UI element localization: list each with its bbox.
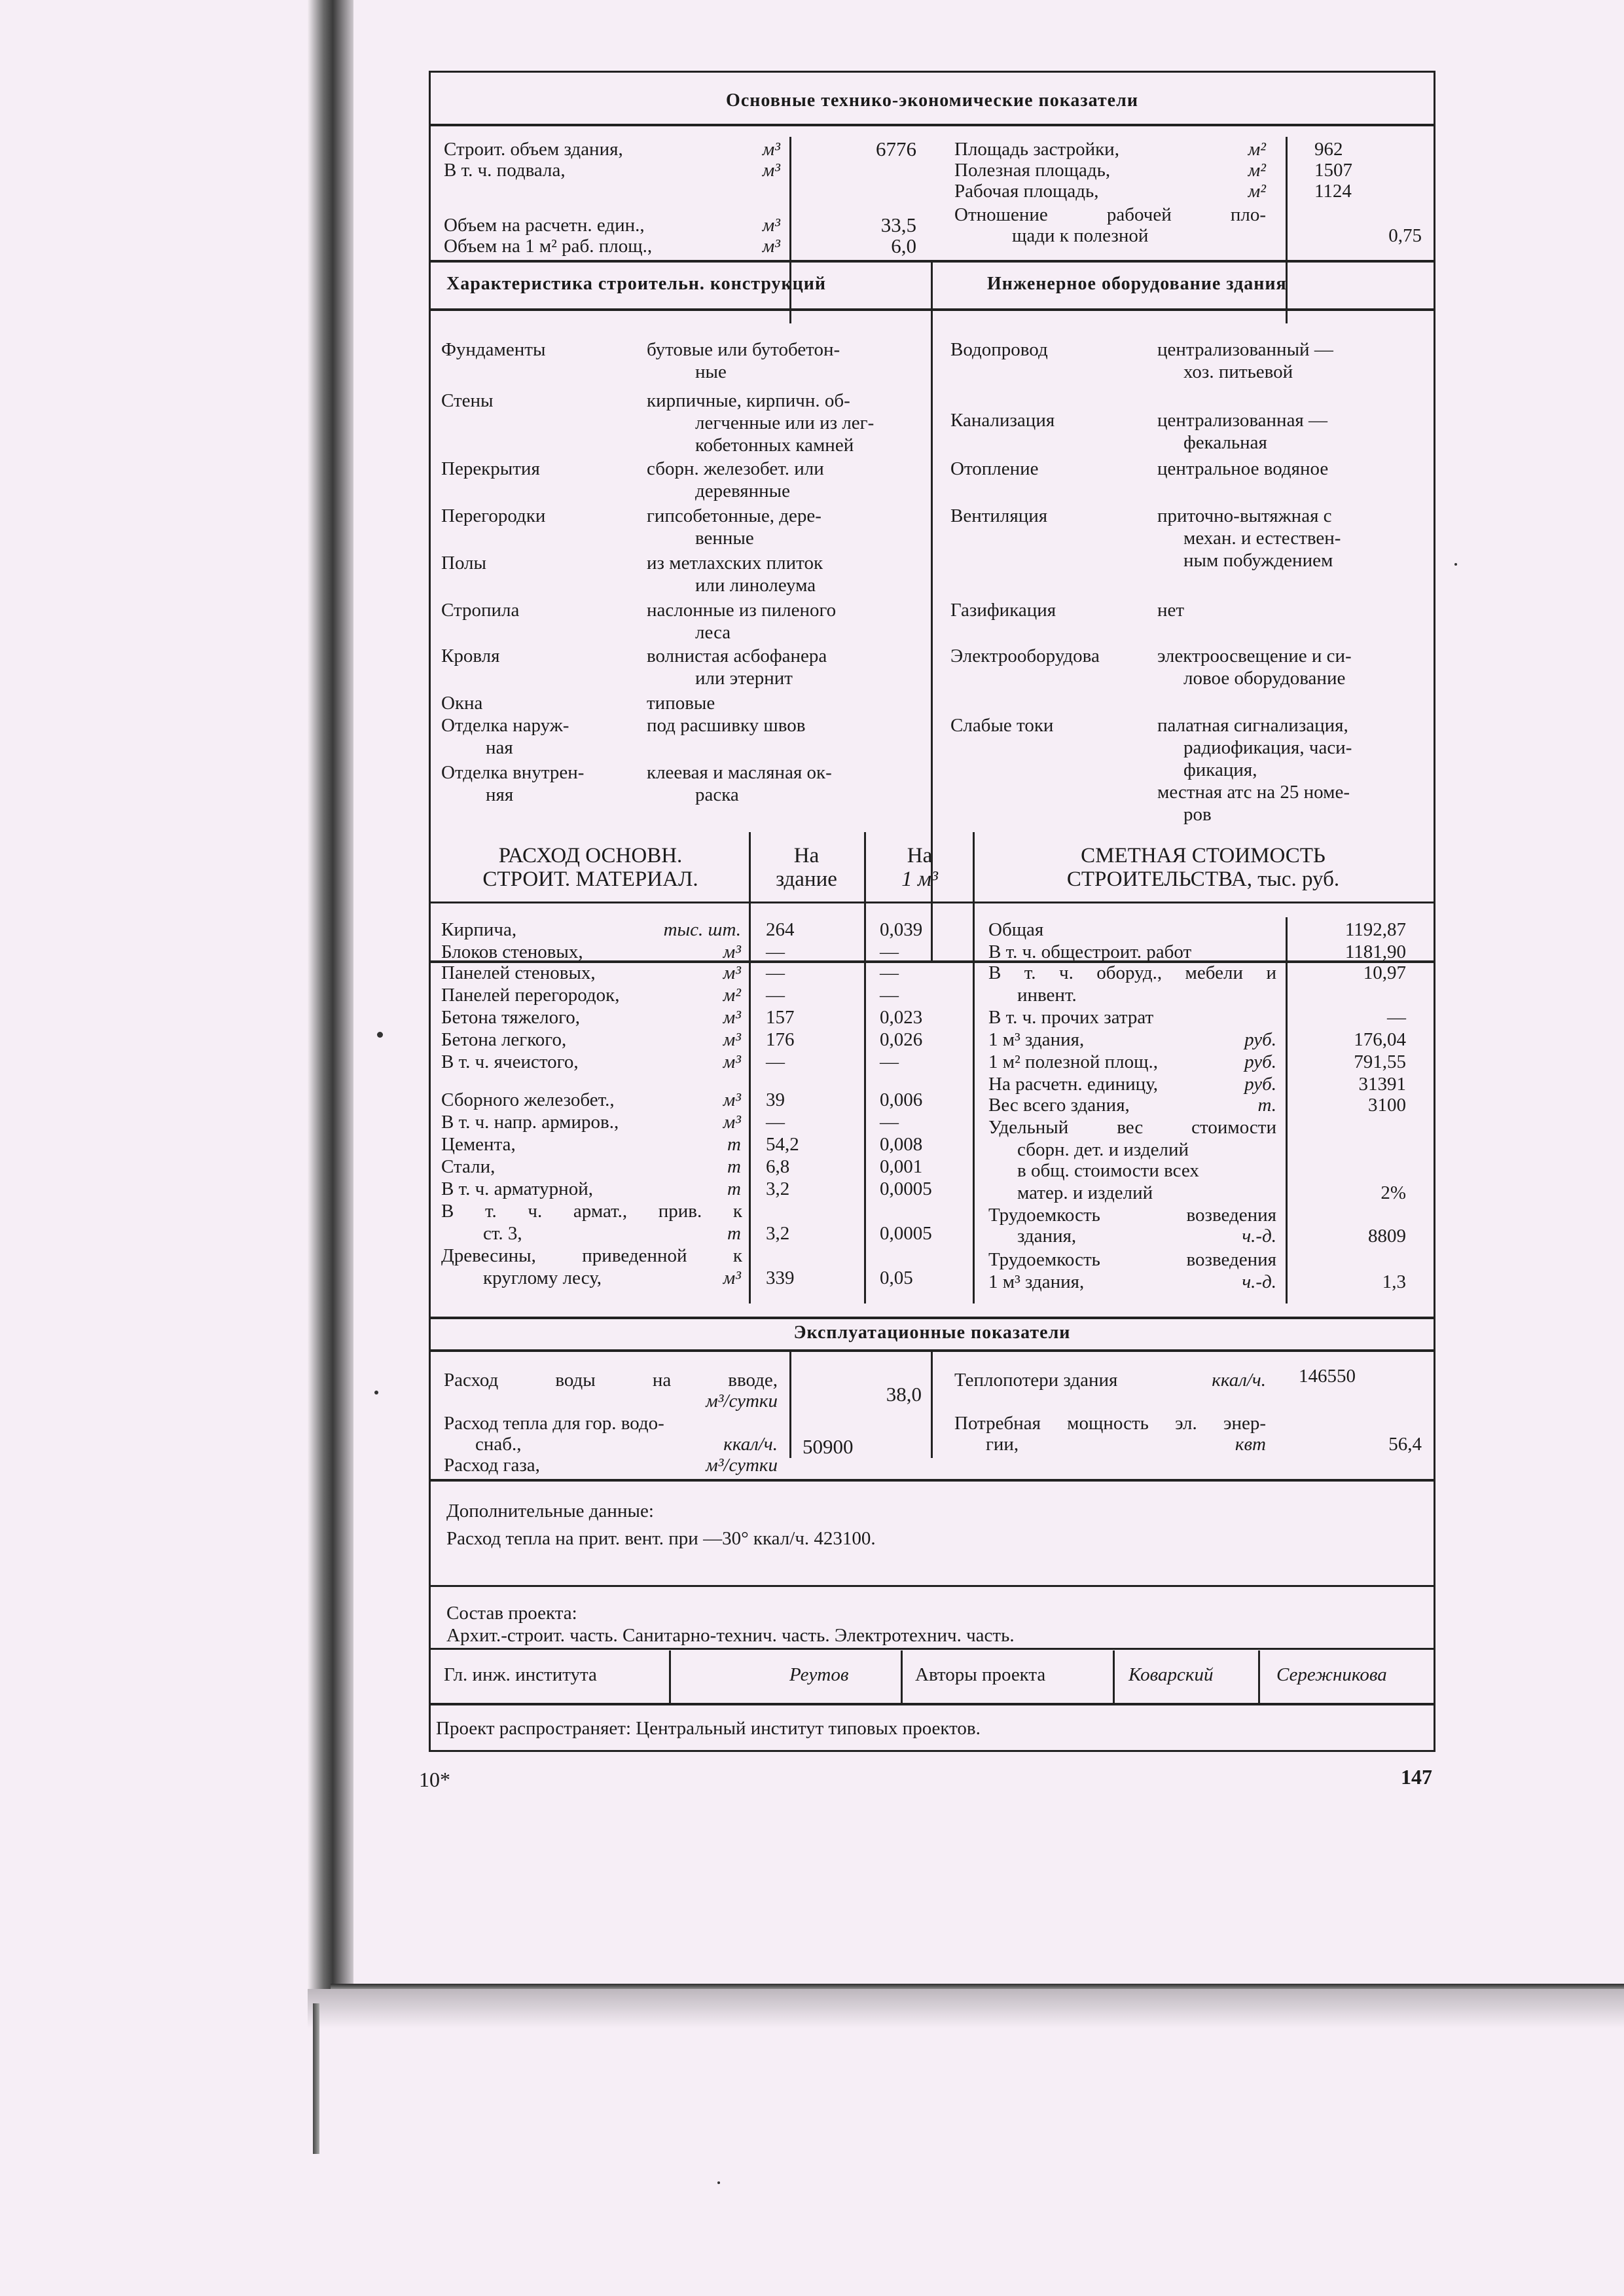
- equipment-desc: хоз. питьевой: [1183, 361, 1293, 382]
- materials-col1-header: На: [793, 844, 820, 867]
- material-per-building: 54,2: [766, 1134, 799, 1155]
- material-unit: м³: [723, 1267, 741, 1288]
- tech-left-label: Объем на расчетн. един.,: [444, 215, 645, 236]
- cost-value: 10,97: [1363, 962, 1406, 983]
- column-divider: [1286, 137, 1288, 323]
- power-unit: квт: [1235, 1434, 1266, 1455]
- cost-label: Удельный вес стоимости: [988, 1117, 1276, 1138]
- equipment-desc: радиофикация, часи-: [1183, 737, 1352, 758]
- heat-label: Расход тепла для гор. водо-: [444, 1413, 664, 1434]
- footer-mark: 10*: [419, 1768, 450, 1791]
- materials-col2-header: На: [907, 844, 933, 867]
- divider: [431, 1317, 1434, 1319]
- cost-value: 8809: [1368, 1226, 1406, 1247]
- equipment-desc: фекальная: [1183, 432, 1267, 453]
- cost-unit: ч.-д.: [1242, 1226, 1276, 1247]
- power-label: Потребная мощность эл. энер-: [954, 1413, 1266, 1434]
- construction-name: Стены: [441, 390, 494, 411]
- power-label-2: гии,: [986, 1434, 1019, 1455]
- construction-desc: леса: [695, 622, 731, 643]
- equipment-name: Отопление: [950, 458, 1039, 479]
- gas-label: Расход газа,: [444, 1455, 540, 1476]
- power-value: 56,4: [1388, 1434, 1422, 1455]
- equipment-desc: нет: [1157, 600, 1185, 621]
- cost-unit: ч.-д.: [1242, 1271, 1276, 1292]
- material-label: Сборного железобет.,: [441, 1089, 615, 1110]
- construction-desc: клеевая и масляная ок-: [647, 762, 832, 783]
- scan-page-edge: [308, 0, 353, 2003]
- material-label: В т. ч. армат., прив. к: [441, 1201, 742, 1222]
- extra-text: Расход тепла на прит. вент. при —30° ккал/ч. 423100.: [446, 1528, 876, 1549]
- material-per-building: —: [766, 1051, 785, 1072]
- construction-desc: сборн. железобет. или: [647, 458, 824, 479]
- cost-value: 1,3: [1382, 1271, 1406, 1292]
- construction-desc: наслонные из пиленого: [647, 600, 837, 621]
- tech-right-value: 1507: [1314, 160, 1352, 181]
- material-label: В т. ч. напр. армиров.,: [441, 1112, 619, 1133]
- material-per-building: —: [766, 985, 785, 1006]
- material-label: Панелей стеновых,: [441, 962, 596, 983]
- composition-text: Архит.-строит. часть. Санитарно-технич. часть. Электротехнич. часть.: [446, 1625, 1015, 1646]
- tech-right-value: 0,75: [1388, 225, 1422, 246]
- construction-desc: легченные или из лег-: [695, 412, 875, 433]
- material-per-building: 3,2: [766, 1223, 790, 1244]
- chief-label: Гл. инж. института: [444, 1664, 597, 1685]
- construction-name: Полы: [441, 553, 487, 574]
- authors-label: Авторы проекта: [915, 1664, 1046, 1685]
- column-divider: [669, 1650, 671, 1703]
- project-sheet: [429, 71, 1435, 1752]
- divider: [431, 1648, 1434, 1650]
- construction-name: Окна: [441, 693, 483, 714]
- cost-header-2: СТРОИТЕЛЬСТВА, тыс. руб.: [1066, 867, 1340, 891]
- material-unit: м²: [723, 985, 741, 1006]
- material-per-building: 264: [766, 919, 795, 940]
- tech-right-label: Рабочая площадь,: [954, 181, 1099, 202]
- heat-loss-value: 146550: [1299, 1366, 1356, 1387]
- cost-label: Трудоемкость возведения: [988, 1249, 1276, 1270]
- cost-label: 1 м³ здания,: [988, 1271, 1085, 1292]
- material-per-building: —: [766, 962, 785, 983]
- equipment-desc: местная атс на 25 номе-: [1157, 782, 1350, 803]
- material-label: Стали,: [441, 1156, 496, 1177]
- tech-left-unit: м³: [762, 215, 780, 236]
- tech-left-unit: м³: [762, 236, 780, 257]
- column-divider: [864, 832, 866, 1303]
- cost-label: в общ. стоимости всех: [1017, 1160, 1199, 1181]
- cost-value: 176,04: [1354, 1029, 1406, 1050]
- construction-desc: гипсобетонные, дере-: [647, 505, 821, 526]
- column-divider: [1113, 1650, 1115, 1703]
- material-label: Панелей перегородок,: [441, 985, 620, 1006]
- cost-value: 3100: [1368, 1095, 1406, 1116]
- material-unit: тыс. шт.: [663, 919, 741, 940]
- material-label: В т. ч. арматурной,: [441, 1178, 593, 1199]
- column-divider: [973, 832, 975, 1303]
- column-divider: [1286, 917, 1288, 1303]
- material-label: Кирпича,: [441, 919, 517, 940]
- equipment-desc: фикация,: [1183, 759, 1257, 780]
- construction-desc: венные: [695, 528, 754, 549]
- construction-desc: под расшивку швов: [647, 715, 806, 736]
- column-divider: [749, 832, 751, 1303]
- construction-desc: из метлахских плиток: [647, 553, 823, 574]
- construction-name: Отделка наруж-: [441, 715, 569, 736]
- tech-right-unit: м²: [1248, 139, 1266, 160]
- equipment-name: Слабые токи: [950, 715, 1054, 736]
- scan-bottom-shadow: [308, 1989, 1624, 2028]
- equipment-desc: палатная сигнализация,: [1157, 715, 1348, 736]
- water-value: 38,0: [886, 1383, 922, 1406]
- tech-left-label: Строит. объем здания,: [444, 139, 623, 160]
- material-per-building: 176: [766, 1029, 795, 1050]
- cost-label: Трудоемкость возведения: [988, 1205, 1276, 1226]
- gas-unit: м³/сутки: [706, 1455, 778, 1476]
- material-unit: м³: [723, 1112, 741, 1133]
- material-unit: м³: [723, 941, 741, 962]
- material-per-m3: —: [880, 941, 899, 962]
- divider: [431, 124, 1434, 126]
- water-label: Расход воды на вводе,: [444, 1370, 778, 1391]
- constr-title-left: Характеристика строительн. конструкций: [446, 274, 827, 294]
- tech-left-value: 33,5: [880, 213, 916, 236]
- divider: [431, 1479, 1434, 1482]
- cost-value: 2%: [1380, 1182, 1406, 1203]
- scan-binding-edge: [313, 2003, 319, 2154]
- column-divider: [789, 1352, 791, 1458]
- tech-right-label: Отношение рабочей пло-: [954, 204, 1266, 225]
- material-per-m3: 0,023: [880, 1007, 923, 1028]
- material-per-m3: —: [880, 962, 899, 983]
- equipment-desc: централизованная —: [1157, 410, 1328, 431]
- construction-desc: кобетонных камней: [695, 435, 854, 456]
- material-per-building: 339: [766, 1267, 795, 1288]
- tech-right-label: Полезная площадь,: [954, 160, 1111, 181]
- equipment-desc: централизованный —: [1157, 339, 1333, 360]
- cost-unit: руб.: [1244, 1074, 1276, 1095]
- material-per-building: 3,2: [766, 1178, 790, 1199]
- construction-desc: или линолеума: [695, 575, 816, 596]
- tech-left-unit: м³: [762, 160, 780, 181]
- material-per-m3: 0,05: [880, 1267, 913, 1288]
- expl-title: Эксплуатационные показатели: [793, 1322, 1071, 1343]
- material-unit: м³: [723, 962, 741, 983]
- material-unit: т: [727, 1178, 741, 1199]
- equipment-desc: центральное водяное: [1157, 458, 1329, 479]
- material-per-building: 157: [766, 1007, 795, 1028]
- tech-right-label: щади к полезной: [1012, 225, 1149, 246]
- column-divider: [931, 1352, 933, 1458]
- cost-label: На расчетн. единицу,: [988, 1074, 1159, 1095]
- construction-desc: кирпичные, кирпичн. об-: [647, 390, 850, 411]
- cost-label: 1 м³ здания,: [988, 1029, 1085, 1050]
- material-per-building: —: [766, 1112, 785, 1133]
- material-unit: м³: [723, 1051, 741, 1072]
- material-per-m3: 0,001: [880, 1156, 923, 1177]
- equipment-name: Газификация: [950, 600, 1056, 621]
- materials-col1-header: здание: [776, 867, 837, 891]
- divider: [431, 308, 1434, 311]
- heat-unit: ккал/ч.: [723, 1434, 778, 1455]
- material-per-m3: 0,039: [880, 919, 923, 940]
- cost-unit: руб.: [1244, 1029, 1276, 1050]
- materials-col2-header: 1 м³: [901, 867, 938, 891]
- equipment-name: Электрооборудова: [950, 646, 1100, 666]
- equipment-desc: ловое оборудование: [1183, 668, 1346, 689]
- material-label: Бетона тяжелого,: [441, 1007, 581, 1028]
- cost-label: Общая: [988, 919, 1044, 940]
- construction-desc: раска: [695, 784, 739, 805]
- material-unit: м³: [723, 1089, 741, 1110]
- author-1: Коварский: [1128, 1664, 1214, 1685]
- scan-page-bottom-edge: [331, 1984, 1624, 1989]
- cost-value: 1181,90: [1344, 941, 1406, 962]
- equipment-desc: ров: [1183, 804, 1212, 825]
- construction-desc: бутовые или бутобетон-: [647, 339, 840, 360]
- distributor-text: Проект распространяет: Центральный институт типовых проектов.: [436, 1718, 981, 1739]
- constr-title-right: Инженерное оборудование здания: [987, 274, 1287, 294]
- material-unit: т: [727, 1223, 741, 1244]
- equipment-desc: приточно-вытяжная с: [1157, 505, 1332, 526]
- heat-loss-unit: ккал/ч.: [1212, 1370, 1266, 1391]
- author-2: Сережникова: [1276, 1664, 1387, 1685]
- cost-label: 1 м² полезной площ.,: [988, 1051, 1158, 1072]
- material-label: Цемента,: [441, 1134, 516, 1155]
- material-per-m3: —: [880, 985, 899, 1006]
- heat-label-2: снаб.,: [475, 1434, 522, 1455]
- material-per-m3: —: [880, 1051, 899, 1072]
- tech-right-unit: м²: [1248, 181, 1266, 202]
- material-label: круглому лесу,: [483, 1267, 602, 1288]
- tech-left-label: В т. ч. подвала,: [444, 160, 566, 181]
- cost-value: 791,55: [1354, 1051, 1406, 1072]
- construction-desc: типовые: [647, 693, 715, 714]
- cost-label: Вес всего здания,: [988, 1095, 1130, 1116]
- construction-name: ная: [486, 737, 513, 758]
- column-divider: [789, 137, 791, 323]
- material-label: Бетона легкого,: [441, 1029, 567, 1050]
- tech-right-unit: м²: [1248, 160, 1266, 181]
- extra-title: Дополнительные данные:: [446, 1501, 654, 1522]
- cost-label: В т. ч. общестроит. работ: [988, 941, 1192, 962]
- construction-desc: или этернит: [695, 668, 793, 689]
- cost-label: В т. ч. оборуд., мебели и: [988, 962, 1276, 983]
- material-unit: м³: [723, 1007, 741, 1028]
- material-unit: т: [727, 1156, 741, 1177]
- tech-right-value: 962: [1314, 139, 1343, 160]
- divider: [431, 902, 1434, 903]
- construction-name: Стропила: [441, 600, 520, 621]
- cost-unit: т.: [1257, 1095, 1276, 1116]
- material-per-building: 6,8: [766, 1156, 790, 1177]
- tech-title: Основные технико-экономические показатели: [726, 90, 1138, 111]
- cost-value: 1192,87: [1344, 919, 1406, 940]
- construction-name: Перекрытия: [441, 458, 540, 479]
- material-label: В т. ч. ячеистого,: [441, 1051, 579, 1072]
- construction-desc: волнистая асбофанера: [647, 646, 827, 666]
- equipment-desc: механ. и естествен-: [1183, 528, 1341, 549]
- cost-header-1: СМЕТНАЯ СТОИМОСТЬ: [1081, 844, 1326, 867]
- tech-left-value: 6,0: [891, 234, 916, 257]
- construction-name: няя: [486, 784, 514, 805]
- heat-value: 50900: [803, 1435, 854, 1458]
- equipment-name: Канализация: [950, 410, 1055, 431]
- materials-header-2: СТРОИТ. МАТЕРИАЛ.: [482, 867, 698, 891]
- tech-left-unit: м³: [762, 139, 780, 160]
- equipment-desc: электроосвещение и си-: [1157, 646, 1352, 666]
- material-unit: м³: [723, 1029, 741, 1050]
- cost-label: инвент.: [1017, 985, 1077, 1006]
- cost-label: В т. ч. прочих затрат: [988, 1007, 1154, 1028]
- construction-name: Перегородки: [441, 505, 546, 526]
- material-label: Блоков стеновых,: [441, 941, 583, 962]
- material-unit: т: [727, 1134, 741, 1155]
- material-per-m3: 0,026: [880, 1029, 923, 1050]
- material-per-m3: 0,008: [880, 1134, 923, 1155]
- material-per-m3: 0,006: [880, 1089, 923, 1110]
- material-per-building: —: [766, 941, 785, 962]
- cost-value: 31391: [1358, 1074, 1406, 1095]
- construction-desc: ные: [695, 361, 727, 382]
- material-per-m3: 0,0005: [880, 1178, 932, 1199]
- tech-left-label: Объем на 1 м² раб. площ.,: [444, 236, 653, 257]
- construction-desc: деревянные: [695, 481, 791, 501]
- tech-left-value: 6776: [876, 137, 916, 160]
- tech-right-value: 1124: [1314, 181, 1352, 202]
- materials-header-1: РАСХОД ОСНОВН.: [498, 844, 683, 867]
- equipment-desc: ным побуждением: [1183, 550, 1333, 571]
- equipment-name: Вентиляция: [950, 505, 1048, 526]
- page-number: 147: [1401, 1765, 1432, 1789]
- cost-unit: руб.: [1244, 1051, 1276, 1072]
- divider: [431, 1585, 1434, 1587]
- column-divider: [901, 1650, 903, 1703]
- equipment-name: Водопровод: [950, 339, 1048, 360]
- divider: [431, 1703, 1434, 1705]
- composition-title: Состав проекта:: [446, 1603, 577, 1624]
- water-unit: м³/сутки: [706, 1391, 778, 1412]
- heat-loss-label: Теплопотери здания: [954, 1370, 1118, 1391]
- material-per-m3: 0,0005: [880, 1223, 932, 1244]
- tech-right-label: Площадь застройки,: [954, 139, 1119, 160]
- column-divider: [1258, 1650, 1260, 1703]
- material-per-m3: —: [880, 1112, 899, 1133]
- construction-name: Кровля: [441, 646, 500, 666]
- material-per-building: 39: [766, 1089, 785, 1110]
- material-label: ст. 3,: [483, 1223, 522, 1244]
- cost-value: —: [1387, 1007, 1406, 1028]
- cost-label: матер. и изделий: [1017, 1182, 1153, 1203]
- material-label: Древесины, приведенной к: [441, 1245, 742, 1266]
- construction-name: Фундаменты: [441, 339, 546, 360]
- construction-name: Отделка внутрен-: [441, 762, 585, 783]
- cost-label: сборн. дет. и изделий: [1017, 1139, 1189, 1160]
- cost-label: здания,: [1017, 1226, 1077, 1247]
- chief-name: Реутов: [789, 1664, 849, 1685]
